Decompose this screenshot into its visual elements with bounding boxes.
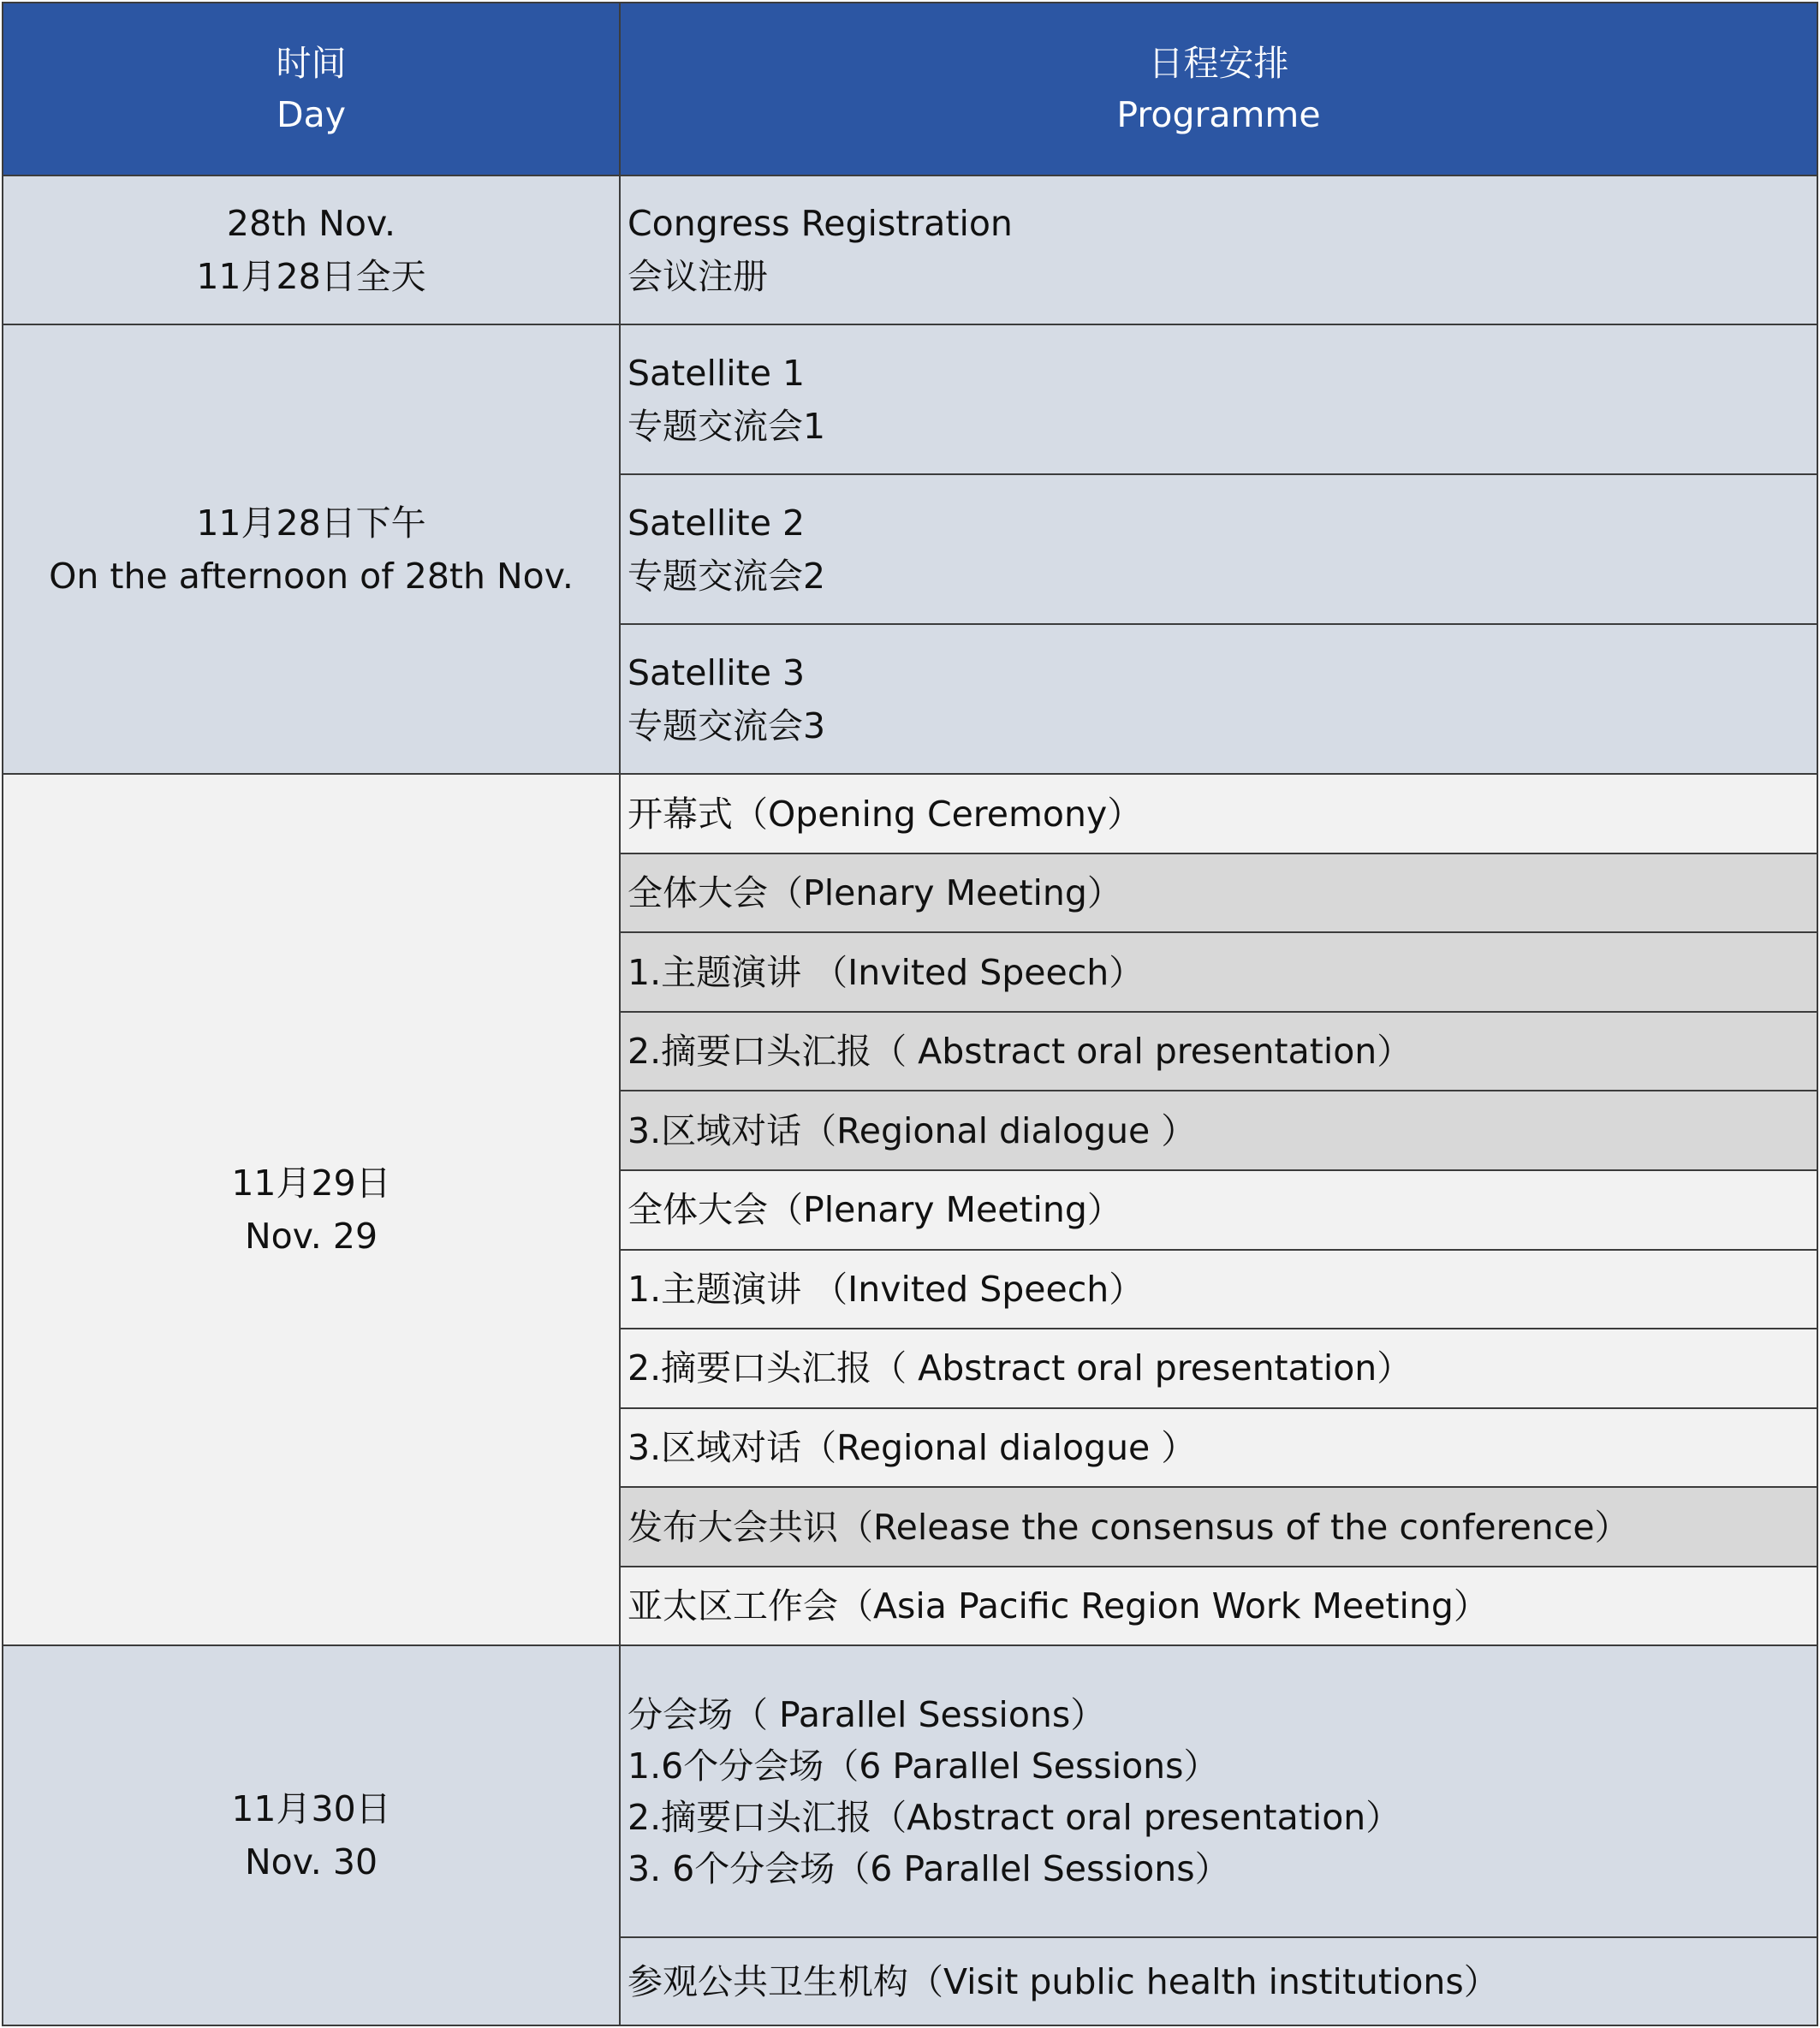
day-en: On the afternoon of 28th Nov. bbox=[49, 555, 574, 597]
satellite-title-cn: 专题交流会3 bbox=[627, 705, 826, 746]
programme-cn: 会议注册 bbox=[627, 256, 768, 298]
registration-row bbox=[3, 175, 1817, 324]
header-row bbox=[3, 3, 1817, 175]
programme-cell-satellite-1 bbox=[620, 324, 1817, 474]
programme-en: Congress Registration bbox=[627, 203, 1013, 245]
parallel-line: 1.6个分会场（6 Parallel Sessions） bbox=[627, 1745, 1219, 1787]
programme-header-en: Programme bbox=[1116, 94, 1321, 136]
parallel-line: 分会场（ Parallel Sessions） bbox=[627, 1693, 1106, 1735]
programme-item: 亚太区工作会（Asia Pacific Region Work Meeting） bbox=[620, 1567, 1817, 1646]
satellite-title-cn: 专题交流会2 bbox=[627, 555, 826, 597]
day-cell-nov30 bbox=[3, 1645, 620, 2025]
programme-item: 全体大会（Plenary Meeting） bbox=[620, 853, 1817, 933]
programme-cell-satellite-3 bbox=[620, 624, 1817, 774]
programme-cell-registration bbox=[620, 175, 1817, 324]
satellite-row-1 bbox=[3, 324, 1817, 474]
programme-item: 全体大会（Plenary Meeting） bbox=[620, 1170, 1817, 1250]
day-header-cn: 时间 bbox=[276, 43, 347, 85]
day-en: 28th Nov. bbox=[226, 203, 396, 245]
day-cell-nov29 bbox=[3, 774, 620, 1645]
day-cn: 11月28日下午 bbox=[196, 502, 426, 544]
nov30-row-parallel bbox=[3, 1645, 1817, 1937]
programme-item: 开幕式（Opening Ceremony） bbox=[620, 774, 1817, 853]
programme-item: 2.摘要口头汇报（ Abstract oral presentation） bbox=[620, 1329, 1817, 1408]
programme-item: 发布大会共识（Release the consensus of the conference） bbox=[620, 1487, 1817, 1567]
programme-item: 1.主题演讲 （Invited Speech） bbox=[620, 932, 1817, 1012]
satellite-title-cn: 专题交流会1 bbox=[627, 405, 826, 447]
day-cell-registration bbox=[3, 175, 620, 324]
programme-item: 3.区域对话（Regional dialogue ） bbox=[620, 1091, 1817, 1170]
parallel-line: 2.摘要口头汇报（Abstract oral presentation） bbox=[627, 1796, 1401, 1838]
programme-cell-parallel-sessions bbox=[620, 1645, 1817, 1937]
programme-item: 3.区域对话（Regional dialogue ） bbox=[620, 1408, 1817, 1488]
parallel-line: 3. 6个分会场（6 Parallel Sessions） bbox=[627, 1847, 1230, 1889]
satellite-title-en: Satellite 2 bbox=[627, 502, 806, 544]
programme-cell-satellite-2 bbox=[620, 474, 1817, 624]
day-cn: 11月29日 bbox=[231, 1163, 391, 1204]
programme-header-cn: 日程安排 bbox=[1148, 43, 1289, 85]
nov29-row-1 bbox=[3, 774, 1817, 853]
day-column-header bbox=[3, 3, 620, 175]
day-cn: 11月28日全天 bbox=[196, 256, 426, 298]
satellite-title-en: Satellite 1 bbox=[627, 352, 806, 394]
programme-item: 2.摘要口头汇报（ Abstract oral presentation） bbox=[620, 1012, 1817, 1091]
day-cn: 11月30日 bbox=[231, 1788, 391, 1830]
day-header-en: Day bbox=[277, 94, 346, 136]
programme-column-header bbox=[620, 3, 1817, 175]
schedule-table bbox=[2, 2, 1818, 2026]
day-cell-satellites bbox=[3, 324, 620, 774]
programme-item: 1.主题演讲 （Invited Speech） bbox=[620, 1250, 1817, 1329]
satellite-title-en: Satellite 3 bbox=[627, 651, 806, 693]
programme-item: 参观公共卫生机构（Visit public health institutions） bbox=[620, 1937, 1817, 2025]
day-en: Nov. 29 bbox=[244, 1216, 378, 1258]
day-en: Nov. 30 bbox=[244, 1841, 378, 1883]
